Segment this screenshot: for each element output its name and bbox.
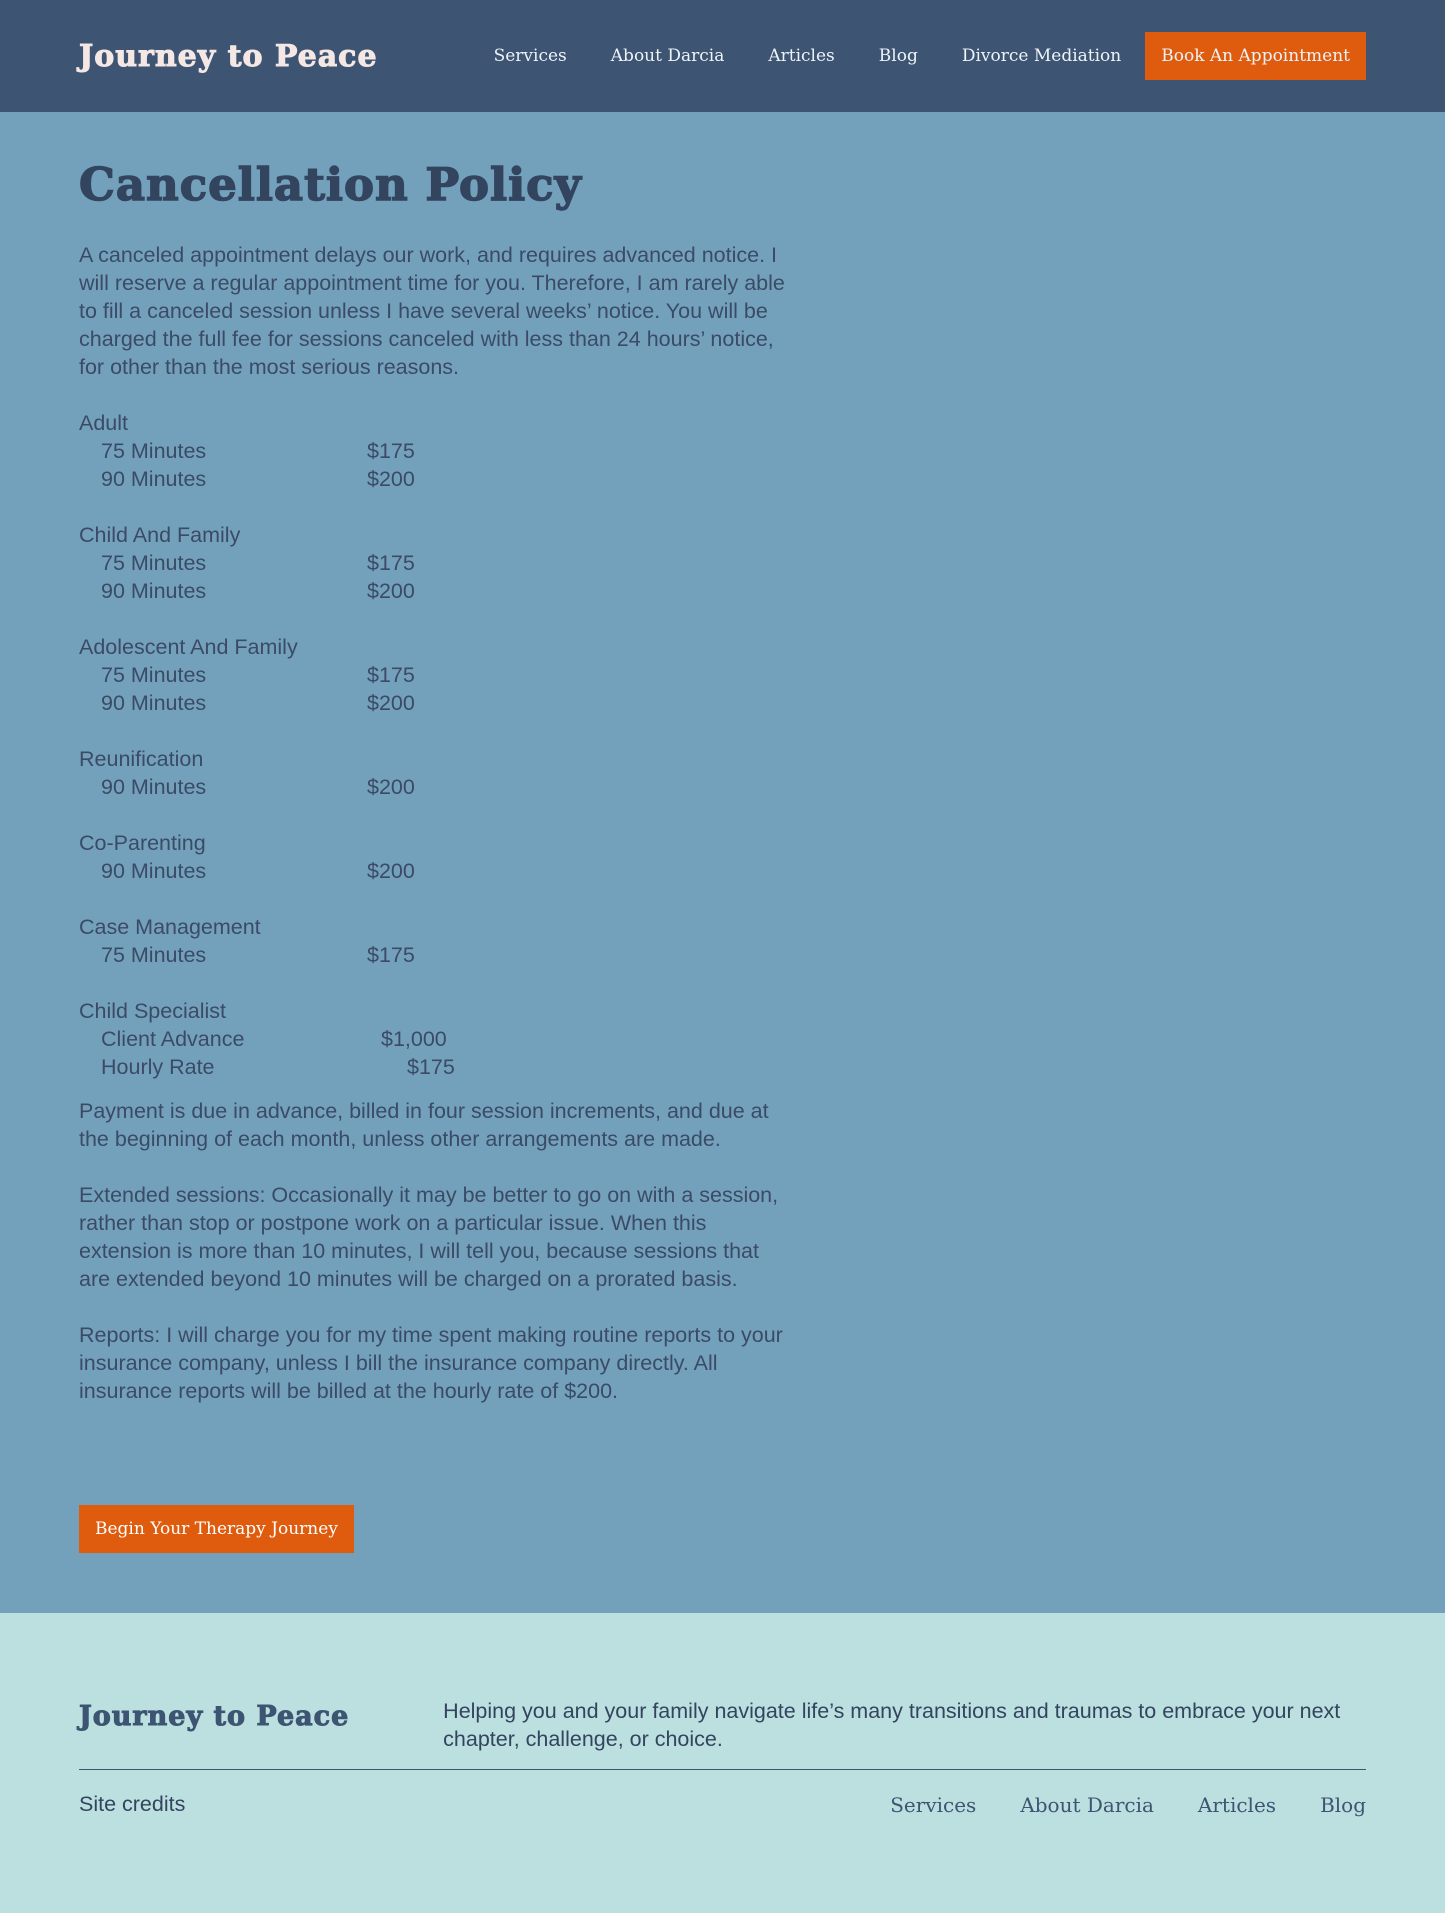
reports-paragraph: Reports: I will charge you for my time spent making routine reports to your insurance company, unless I bill the insurance company directly. All insurance reports will be billed at the hourly rate of $200. xyxy=(79,1323,783,1403)
fee-label: 90 Minutes xyxy=(101,775,207,799)
nav-divorce-mediation[interactable]: Divorce Mediation xyxy=(961,46,1122,66)
fee-group-case-management xyxy=(79,913,789,969)
fee-label: 75 Minutes xyxy=(101,663,207,687)
fee-label: 75 Minutes xyxy=(101,551,207,575)
main-content xyxy=(0,112,1445,1613)
fee-group-child-and-family xyxy=(79,521,789,605)
fee-category: Child Specialist xyxy=(79,999,226,1023)
fee-row xyxy=(79,661,789,689)
fee-category: Child And Family xyxy=(79,523,241,547)
fee-category: Adolescent And Family xyxy=(79,635,298,659)
fee-label: 75 Minutes xyxy=(101,439,207,463)
fee-price: $200 xyxy=(367,691,415,715)
fee-price: $175 xyxy=(407,1055,455,1079)
fee-group-child-specialist xyxy=(79,997,789,1081)
fee-label: 90 Minutes xyxy=(101,467,207,491)
fee-row xyxy=(79,857,789,885)
fee-row xyxy=(79,549,789,577)
footer-logo[interactable]: Journey to Peace xyxy=(79,1701,350,1732)
site-footer xyxy=(0,1613,1445,1913)
policy-body xyxy=(79,241,789,1405)
fee-row xyxy=(79,465,789,493)
fee-group-adult xyxy=(79,409,789,493)
footer-nav-blog[interactable]: Blog xyxy=(1320,1792,1366,1817)
footer-tagline: Helping you and your family navigate life’s many transitions and traumas to embrace your next chapter, challenge, or choice. xyxy=(443,1699,1341,1751)
book-appointment-button[interactable]: Book An Appointment xyxy=(1145,32,1366,80)
fee-price: $200 xyxy=(367,775,415,799)
fee-row xyxy=(79,689,789,717)
fee-group-co-parenting xyxy=(79,829,789,885)
site-header xyxy=(0,0,1445,112)
fee-price: $200 xyxy=(367,467,415,491)
footer-top xyxy=(79,1613,1366,1769)
payment-paragraph: Payment is due in advance, billed in four session increments, and due at the beginning of each month, unless other arrangements are made. xyxy=(79,1099,769,1151)
footer-nav-about-darcia[interactable]: About Darcia xyxy=(1020,1792,1154,1817)
fee-price: $175 xyxy=(367,943,415,967)
extended-sessions-paragraph: Extended sessions: Occasionally it may be better to go on with a session, rather than stop or postpone work on a particular issue. When this extension is more than 10 minutes, I will tell you, because sessions that are extended beyond 10 minutes will be charged on a prorated basis. xyxy=(79,1183,779,1291)
fee-row xyxy=(79,773,789,801)
footer-nav xyxy=(846,1793,1366,1817)
fee-row xyxy=(79,941,789,969)
fee-row xyxy=(79,577,789,605)
footer-nav-services[interactable]: Services xyxy=(890,1792,977,1817)
nav-blog[interactable]: Blog xyxy=(878,46,918,66)
footer-bottom xyxy=(79,1792,1366,1817)
fee-label: 90 Minutes xyxy=(101,579,207,603)
fee-label: Hourly Rate xyxy=(101,1055,215,1079)
fee-price: $200 xyxy=(367,859,415,883)
fee-row xyxy=(79,1025,789,1053)
fee-label: 90 Minutes xyxy=(101,859,207,883)
nav-services[interactable]: Services xyxy=(493,46,567,66)
footer-nav-articles[interactable]: Articles xyxy=(1197,1792,1277,1817)
fee-label: 90 Minutes xyxy=(101,691,207,715)
begin-therapy-button[interactable]: Begin Your Therapy Journey xyxy=(79,1505,354,1553)
fee-category: Reunification xyxy=(79,747,204,771)
nav-articles[interactable]: Articles xyxy=(768,46,835,66)
fee-category: Co-Parenting xyxy=(79,831,206,855)
fee-price: $1,000 xyxy=(381,1027,447,1051)
fee-price: $175 xyxy=(367,439,415,463)
site-logo[interactable]: Journey to Peace xyxy=(79,38,378,74)
footer-divider xyxy=(79,1769,1366,1770)
site-credits-link[interactable]: Site credits xyxy=(79,1792,186,1816)
fee-price: $175 xyxy=(367,551,415,575)
fee-label: Client Advance xyxy=(101,1027,245,1051)
fee-category: Adult xyxy=(79,411,129,435)
fee-group-reunification xyxy=(79,745,789,801)
fee-row xyxy=(79,1053,789,1081)
fee-category: Case Management xyxy=(79,915,261,939)
fee-group-adolescent-and-family xyxy=(79,633,789,717)
intro-paragraph: A canceled appointment delays our work, and requires advanced notice. I will reserve a regular appointment time for you. Therefore, I am rarely able to fill a canceled session unless I have several weeks’ notice. You will be charged the full fee for sessions canceled with less than 24 hours’ notice, for other than the most serious reasons. xyxy=(79,243,785,379)
nav-about-darcia[interactable]: About Darcia xyxy=(610,46,725,66)
fee-price: $175 xyxy=(367,663,415,687)
main-nav xyxy=(494,32,1366,80)
page-title: Cancellation Policy xyxy=(79,158,582,211)
fee-price: $200 xyxy=(367,579,415,603)
fee-row xyxy=(79,437,789,465)
fee-label: 75 Minutes xyxy=(101,943,207,967)
